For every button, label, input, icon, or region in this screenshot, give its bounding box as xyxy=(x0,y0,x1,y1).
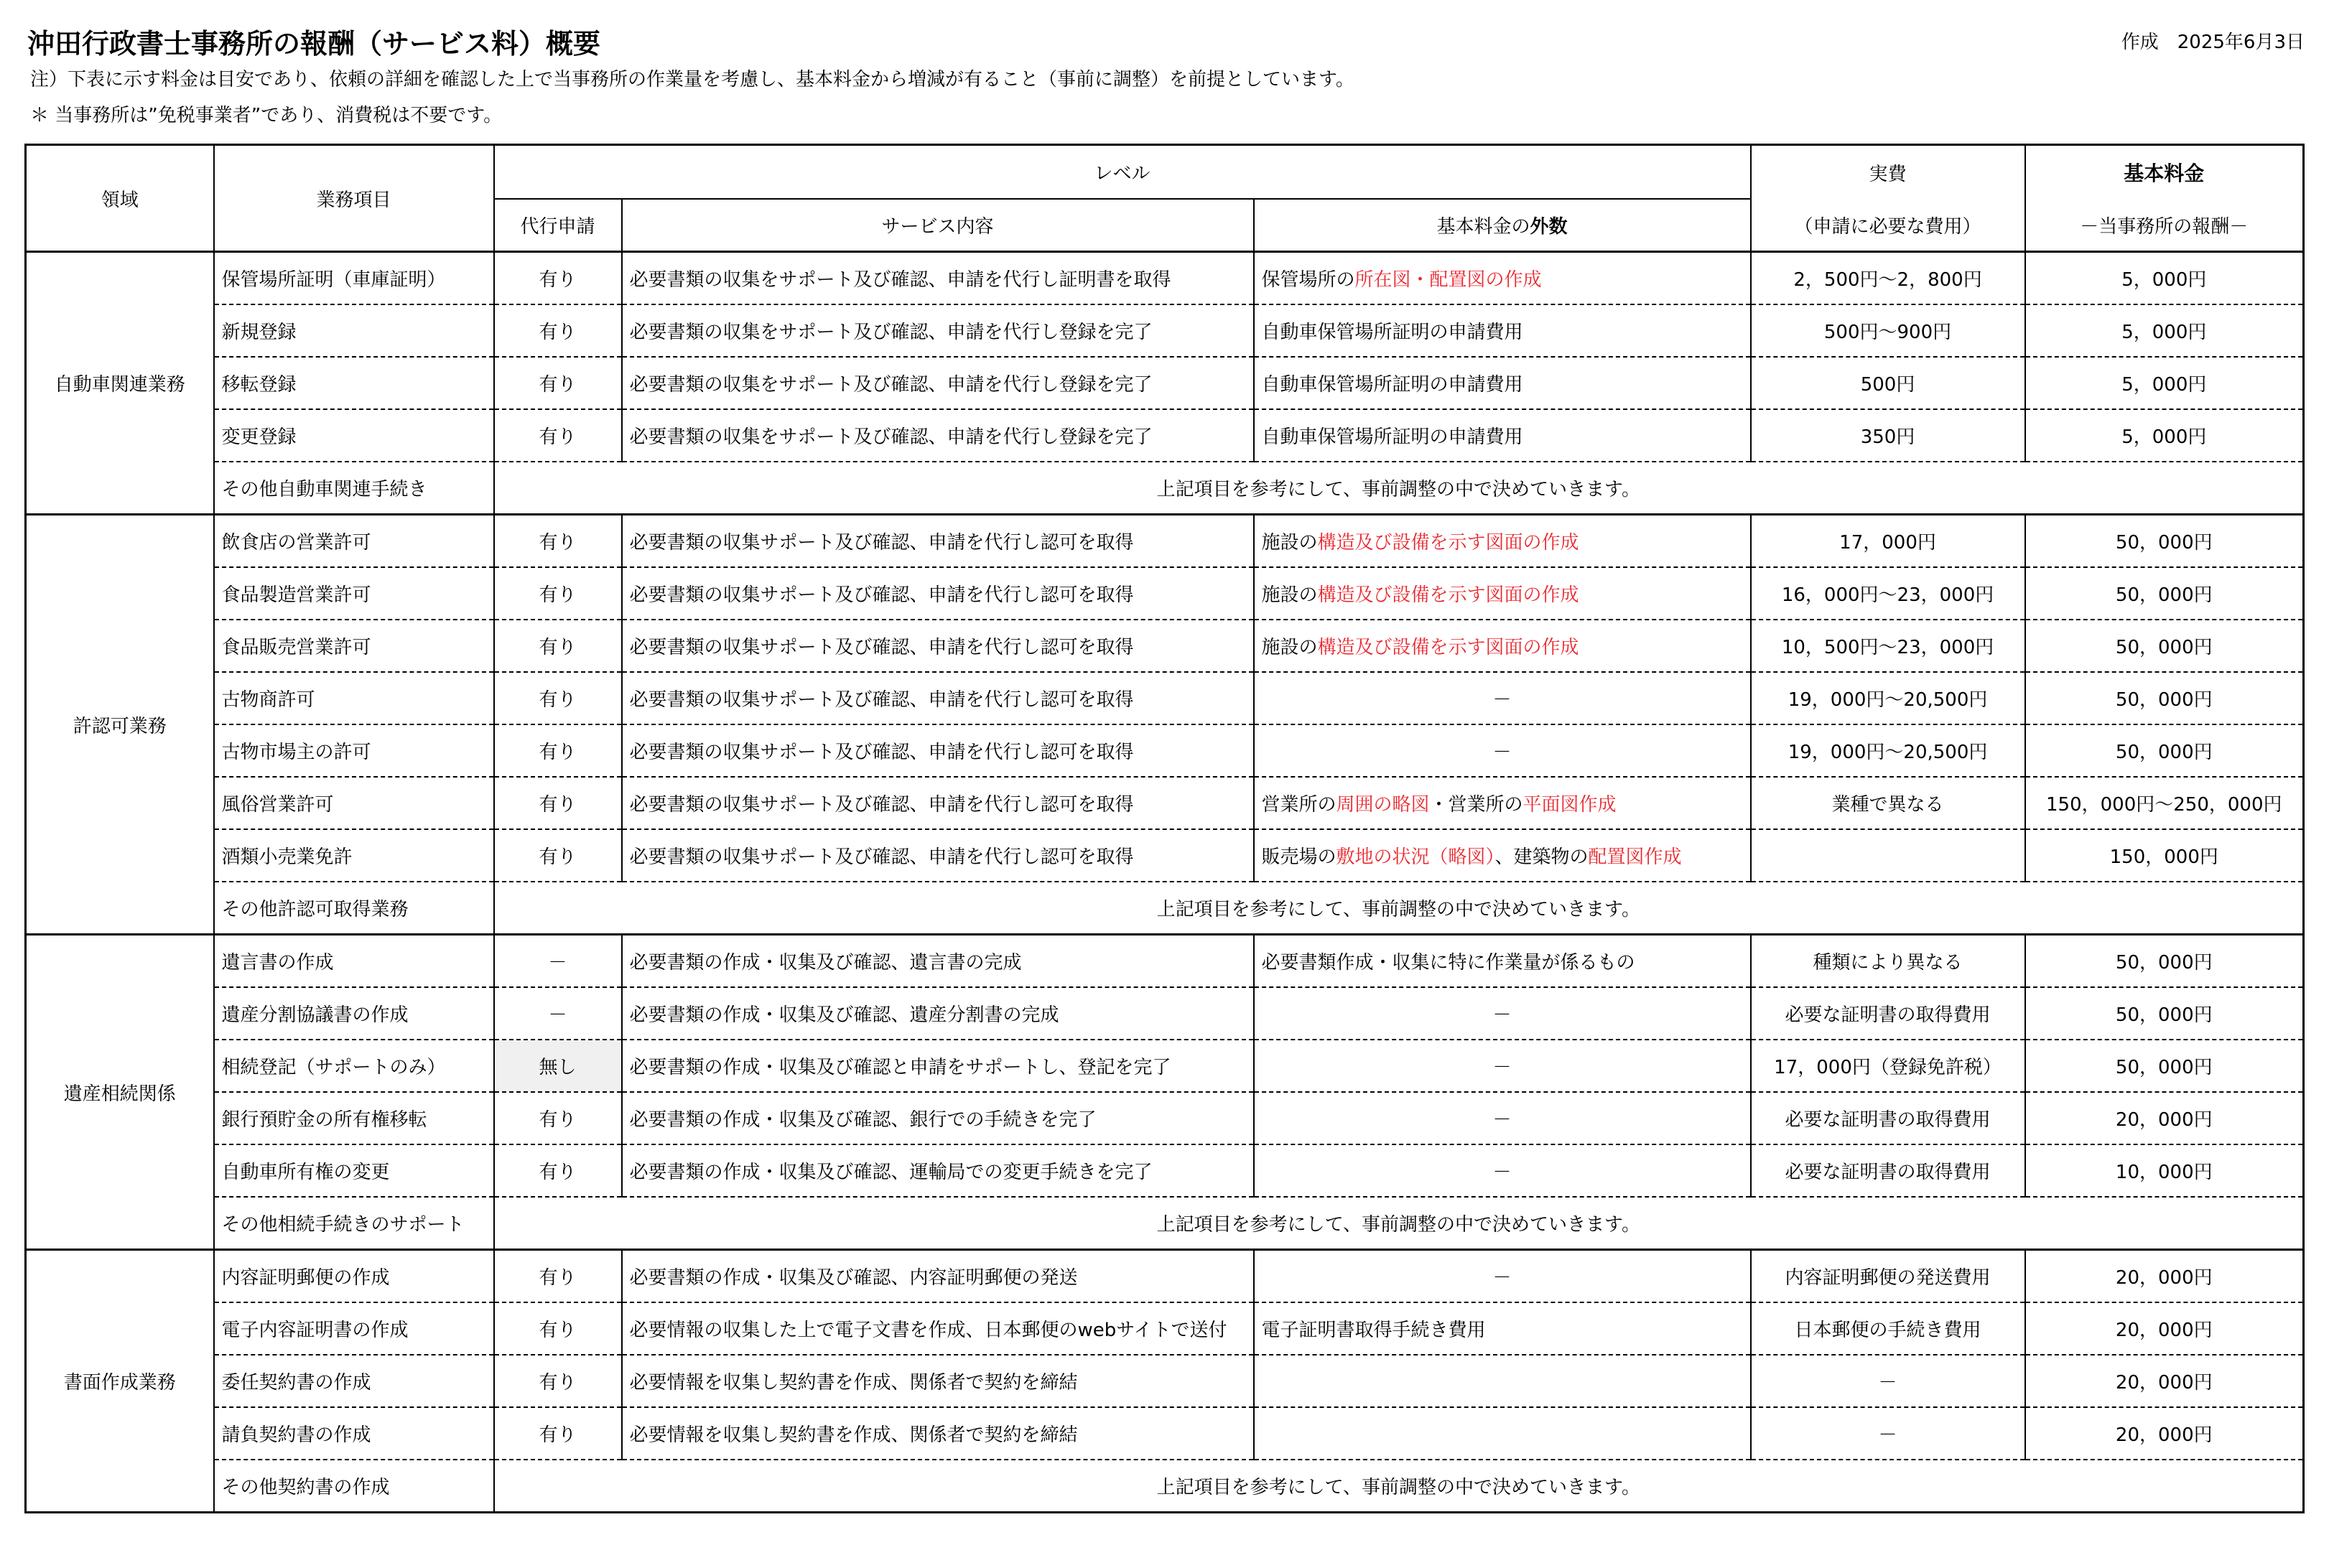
item-cell: その他自動車関連手続き xyxy=(214,462,494,515)
actual-cost-cell: 500円～900円 xyxy=(1751,304,2025,357)
extra-cell xyxy=(1254,1144,1751,1197)
proxy-cell: － xyxy=(494,987,622,1040)
service-cell: 必要書類の収集サポート及び確認、申請を代行し認可を取得 xyxy=(622,567,1254,620)
item-cell: 移転登録 xyxy=(214,357,494,409)
item-cell: 銀行預貯金の所有権移転 xyxy=(214,1092,494,1144)
creation-date: 作成 2025年6月3日 xyxy=(2121,32,2305,53)
proxy-cell: 有り xyxy=(494,620,622,672)
item-cell: 新規登録 xyxy=(214,304,494,357)
extra-cell xyxy=(1254,357,1751,409)
extra-highlight: 所在図・配置図の作成 xyxy=(1354,269,1542,291)
header-proxy: 代行申請 xyxy=(494,199,622,252)
extra-cell xyxy=(1254,409,1751,462)
extra-text: ・営業所の xyxy=(1429,794,1523,816)
extra-highlight: 構造及び設備を示す図面の作成 xyxy=(1317,532,1579,554)
item-cell: 請負契約書の作成 xyxy=(214,1407,494,1460)
basic-fee-cell: 50，000円 xyxy=(2025,620,2304,672)
proxy-cell: 有り xyxy=(494,515,622,568)
table-row xyxy=(26,724,2304,777)
extra-cell xyxy=(1254,987,1751,1040)
table-row xyxy=(26,1355,2304,1407)
table-row-other xyxy=(26,1460,2304,1513)
extra-cell xyxy=(1254,252,1751,305)
basic-fee-cell: 150，000円 xyxy=(2025,829,2304,882)
table-row xyxy=(26,1092,2304,1144)
service-cell: 必要書類の収集サポート及び確認、申請を代行し認可を取得 xyxy=(622,620,1254,672)
service-cell: 必要書類の収集サポート及び確認、申請を代行し認可を取得 xyxy=(622,515,1254,568)
extra-cell xyxy=(1254,515,1751,568)
item-cell: 酒類小売業免許 xyxy=(214,829,494,882)
table-row xyxy=(26,1144,2304,1197)
item-cell: 遺言書の作成 xyxy=(214,935,494,988)
extra-text: 自動車保管場所証明の申請費用 xyxy=(1261,322,1523,343)
proxy-cell: 有り xyxy=(494,1302,622,1355)
service-cell: 必要情報を収集し契約書を作成、関係者で契約を締結 xyxy=(622,1407,1254,1460)
actual-cost-cell: 種類により異なる xyxy=(1751,935,2025,988)
service-cell: 必要情報を収集し契約書を作成、関係者で契約を締結 xyxy=(622,1355,1254,1407)
extra-text: 施設の xyxy=(1261,532,1318,554)
basic-fee-cell: 20，000円 xyxy=(2025,1092,2304,1144)
item-cell: 食品販売営業許可 xyxy=(214,620,494,672)
proxy-cell: 有り xyxy=(494,1355,622,1407)
table-row xyxy=(26,515,2304,568)
table-row xyxy=(26,1250,2304,1303)
table-row xyxy=(26,777,2304,829)
table-row-other xyxy=(26,882,2304,935)
extra-text: － xyxy=(1492,1057,1512,1078)
header-actual: 実費 xyxy=(1751,145,2025,200)
domain-cell: 許認可業務 xyxy=(26,515,214,935)
other-note-cell: 上記項目を参考にして、事前調整の中で決めていきます。 xyxy=(494,1197,2304,1250)
proxy-cell: 無し xyxy=(494,1040,622,1092)
extra-highlight: 敷地の状況（略図） xyxy=(1336,846,1495,868)
other-note-cell: 上記項目を参考にして、事前調整の中で決めていきます。 xyxy=(494,1460,2304,1513)
actual-cost-cell: 必要な証明書の取得費用 xyxy=(1751,1144,2025,1197)
item-cell: 古物市場主の許可 xyxy=(214,724,494,777)
fee-note: 注）下表に示す料金は目安であり、依頼の詳細を確認した上で当事務所の作業量を考慮し、基本料金から増減が有ること（事前に調整）を前提としています。 xyxy=(30,69,1354,90)
service-cell: 必要書類の収集サポート及び確認、申請を代行し認可を取得 xyxy=(622,829,1254,882)
extra-text: － xyxy=(1492,1162,1512,1183)
extra-cell xyxy=(1254,1302,1751,1355)
table-row xyxy=(26,620,2304,672)
service-cell: 必要書類の収集をサポート及び確認、申請を代行し登録を完了 xyxy=(622,357,1254,409)
proxy-cell: 有り xyxy=(494,304,622,357)
header-extra xyxy=(1254,199,1751,252)
service-cell: 必要書類の収集サポート及び確認、申請を代行し認可を取得 xyxy=(622,672,1254,724)
actual-cost-cell: 19，000円～20,500円 xyxy=(1751,672,2025,724)
item-cell: 遺産分割協議書の作成 xyxy=(214,987,494,1040)
basic-fee-cell: 20，000円 xyxy=(2025,1355,2304,1407)
item-cell: 食品製造営業許可 xyxy=(214,567,494,620)
extra-text: 電子証明書取得手続き費用 xyxy=(1261,1320,1486,1341)
actual-cost-cell: － xyxy=(1751,1355,2025,1407)
item-cell: その他契約書の作成 xyxy=(214,1460,494,1513)
table-row xyxy=(26,409,2304,462)
extra-cell xyxy=(1254,1250,1751,1303)
table-row xyxy=(26,252,2304,305)
domain-cell: 自動車関連業務 xyxy=(26,252,214,515)
header-item: 業務項目 xyxy=(214,145,494,252)
extra-highlight: 配置図作成 xyxy=(1588,846,1682,868)
extra-cell xyxy=(1254,777,1751,829)
item-cell: 変更登録 xyxy=(214,409,494,462)
item-cell: 保管場所証明（車庫証明） xyxy=(214,252,494,305)
basic-fee-cell: 5，000円 xyxy=(2025,357,2304,409)
fee-table xyxy=(24,144,2305,1513)
extra-text: － xyxy=(1492,689,1512,711)
extra-text: 保管場所の xyxy=(1261,269,1355,291)
page-title: 沖田行政書士事務所の報酬（サービス料）概要 xyxy=(27,28,601,60)
basic-fee-cell: 5，000円 xyxy=(2025,409,2304,462)
proxy-cell: 有り xyxy=(494,252,622,305)
service-cell: 必要書類の作成・収集及び確認、遺言書の完成 xyxy=(622,935,1254,988)
basic-fee-cell: 50，000円 xyxy=(2025,724,2304,777)
extra-text: － xyxy=(1492,1004,1512,1026)
extra-cell xyxy=(1254,567,1751,620)
basic-fee-cell: 50，000円 xyxy=(2025,1040,2304,1092)
service-cell: 必要書類の作成・収集及び確認、銀行での手続きを完了 xyxy=(622,1092,1254,1144)
item-cell: 飲食店の営業許可 xyxy=(214,515,494,568)
proxy-cell: 有り xyxy=(494,1407,622,1460)
actual-cost-cell: － xyxy=(1751,1407,2025,1460)
actual-cost-cell: 日本郵便の手続き費用 xyxy=(1751,1302,2025,1355)
item-cell: その他許認可取得業務 xyxy=(214,882,494,935)
basic-fee-cell: 20，000円 xyxy=(2025,1302,2304,1355)
proxy-cell: 有り xyxy=(494,567,622,620)
table-row-other xyxy=(26,462,2304,515)
header-basic-sub: －当事務所の報酬－ xyxy=(2025,199,2304,252)
item-cell: 電子内容証明書の作成 xyxy=(214,1302,494,1355)
extra-text: 自動車保管場所証明の申請費用 xyxy=(1261,374,1523,396)
service-cell: 必要書類の収集サポート及び確認、申請を代行し認可を取得 xyxy=(622,724,1254,777)
service-cell: 必要書類の作成・収集及び確認と申請をサポートし、登記を完了 xyxy=(622,1040,1254,1092)
proxy-cell: 有り xyxy=(494,409,622,462)
service-cell: 必要書類の作成・収集及び確認、運輸局での変更手続きを完了 xyxy=(622,1144,1254,1197)
item-cell: 相続登記（サポートのみ） xyxy=(214,1040,494,1092)
extra-cell xyxy=(1254,935,1751,988)
proxy-cell: － xyxy=(494,935,622,988)
extra-cell xyxy=(1254,829,1751,882)
extra-cell xyxy=(1254,620,1751,672)
extra-text: 営業所の xyxy=(1261,794,1336,816)
service-cell: 必要書類の収集サポート及び確認、申請を代行し認可を取得 xyxy=(622,777,1254,829)
basic-fee-cell: 50，000円 xyxy=(2025,567,2304,620)
actual-cost-cell: 16，000円～23，000円 xyxy=(1751,567,2025,620)
header-domain: 領域 xyxy=(26,145,214,252)
item-cell: 古物商許可 xyxy=(214,672,494,724)
proxy-cell: 有り xyxy=(494,724,622,777)
service-cell: 必要書類の作成・収集及び確認、遺産分割書の完成 xyxy=(622,987,1254,1040)
proxy-cell: 有り xyxy=(494,357,622,409)
domain-cell: 書面作成業務 xyxy=(26,1250,214,1513)
basic-fee-cell: 50，000円 xyxy=(2025,515,2304,568)
basic-fee-cell: 50，000円 xyxy=(2025,672,2304,724)
extra-text: － xyxy=(1492,742,1512,763)
header-extra-text: 基本料金の xyxy=(1436,216,1530,238)
item-cell: 自動車所有権の変更 xyxy=(214,1144,494,1197)
table-body xyxy=(26,252,2304,1513)
actual-cost-cell: 必要な証明書の取得費用 xyxy=(1751,987,2025,1040)
table-header xyxy=(26,145,2304,252)
extra-cell xyxy=(1254,1040,1751,1092)
header-actual-sub: （申請に必要な費用） xyxy=(1751,199,2025,252)
actual-cost-cell: 必要な証明書の取得費用 xyxy=(1751,1092,2025,1144)
basic-fee-cell: 20，000円 xyxy=(2025,1407,2304,1460)
extra-cell xyxy=(1254,724,1751,777)
extra-cell xyxy=(1254,1407,1751,1460)
service-cell: 必要書類の収集をサポート及び確認、申請を代行し登録を完了 xyxy=(622,409,1254,462)
actual-cost-cell: 17，000円（登録免許税） xyxy=(1751,1040,2025,1092)
extra-text: 必要書類作成・収集に特に作業量が係るもの xyxy=(1261,952,1635,974)
actual-cost-cell: 内容証明郵便の発送費用 xyxy=(1751,1250,2025,1303)
table-row xyxy=(26,1040,2304,1092)
extra-cell xyxy=(1254,1355,1751,1407)
item-cell: その他相続手続きのサポート xyxy=(214,1197,494,1250)
service-cell: 必要書類の作成・収集及び確認、内容証明郵便の発送 xyxy=(622,1250,1254,1303)
table-row xyxy=(26,567,2304,620)
actual-cost-cell: 17，000円 xyxy=(1751,515,2025,568)
actual-cost-cell: 2，500円～2，800円 xyxy=(1751,252,2025,305)
table-row xyxy=(26,672,2304,724)
basic-fee-cell: 20，000円 xyxy=(2025,1250,2304,1303)
other-note-cell: 上記項目を参考にして、事前調整の中で決めていきます。 xyxy=(494,882,2304,935)
proxy-cell: 有り xyxy=(494,1144,622,1197)
basic-fee-cell: 150，000円～250，000円 xyxy=(2025,777,2304,829)
proxy-cell: 有り xyxy=(494,1250,622,1303)
extra-text: － xyxy=(1492,1267,1512,1289)
proxy-cell: 有り xyxy=(494,829,622,882)
basic-fee-cell: 5，000円 xyxy=(2025,304,2304,357)
actual-cost-cell: 業種で異なる xyxy=(1751,777,2025,829)
header-service: サービス内容 xyxy=(622,199,1254,252)
table-row xyxy=(26,304,2304,357)
proxy-cell: 有り xyxy=(494,672,622,724)
item-cell: 委任契約書の作成 xyxy=(214,1355,494,1407)
service-cell: 必要書類の収集をサポート及び確認、申請を代行し証明書を取得 xyxy=(622,252,1254,305)
extra-highlight: 周囲の略図 xyxy=(1336,794,1430,816)
extra-highlight: 平面図作成 xyxy=(1523,794,1617,816)
extra-text: 、建築物の xyxy=(1494,846,1589,868)
extra-cell xyxy=(1254,672,1751,724)
table-row-other xyxy=(26,1197,2304,1250)
extra-cell xyxy=(1254,1092,1751,1144)
actual-cost-cell: 19，000円～20,500円 xyxy=(1751,724,2025,777)
extra-text: － xyxy=(1492,1109,1512,1131)
table-row xyxy=(26,935,2304,988)
header-level: レベル xyxy=(494,145,1751,200)
extra-text: 自動車保管場所証明の申請費用 xyxy=(1261,426,1523,448)
actual-cost-cell: 500円 xyxy=(1751,357,2025,409)
extra-text: 施設の xyxy=(1261,637,1318,658)
basic-fee-cell: 10，000円 xyxy=(2025,1144,2304,1197)
actual-cost-cell: 10，500円～23，000円 xyxy=(1751,620,2025,672)
fee-table-wrapper xyxy=(24,144,2302,1513)
basic-fee-cell: 50，000円 xyxy=(2025,987,2304,1040)
extra-text: 販売場の xyxy=(1261,846,1336,868)
basic-fee-cell: 50，000円 xyxy=(2025,935,2304,988)
extra-highlight: 構造及び設備を示す図面の作成 xyxy=(1317,584,1579,606)
basic-fee-cell: 5，000円 xyxy=(2025,252,2304,305)
item-cell: 風俗営業許可 xyxy=(214,777,494,829)
service-cell: 必要情報の収集した上で電子文書を作成、日本郵便のwebサイトで送付 xyxy=(622,1302,1254,1355)
table-row xyxy=(26,829,2304,882)
header-basic: 基本料金 xyxy=(2025,145,2304,200)
actual-cost-cell xyxy=(1751,829,2025,882)
table-row xyxy=(26,1407,2304,1460)
header-extra-bold: 外数 xyxy=(1530,216,1568,238)
service-cell: 必要書類の収集をサポート及び確認、申請を代行し登録を完了 xyxy=(622,304,1254,357)
proxy-cell: 有り xyxy=(494,1092,622,1144)
table-row xyxy=(26,357,2304,409)
extra-text: 施設の xyxy=(1261,584,1318,606)
extra-highlight: 構造及び設備を示す図面の作成 xyxy=(1317,637,1579,658)
item-cell: 内容証明郵便の作成 xyxy=(214,1250,494,1303)
table-row xyxy=(26,1302,2304,1355)
table-row xyxy=(26,987,2304,1040)
actual-cost-cell: 350円 xyxy=(1751,409,2025,462)
tax-note: ＊ 当事務所は”免税事業者”であり、消費税は不要です。 xyxy=(30,105,503,126)
extra-cell xyxy=(1254,304,1751,357)
proxy-cell: 有り xyxy=(494,777,622,829)
domain-cell: 遺産相続関係 xyxy=(26,935,214,1250)
other-note-cell: 上記項目を参考にして、事前調整の中で決めていきます。 xyxy=(494,462,2304,515)
